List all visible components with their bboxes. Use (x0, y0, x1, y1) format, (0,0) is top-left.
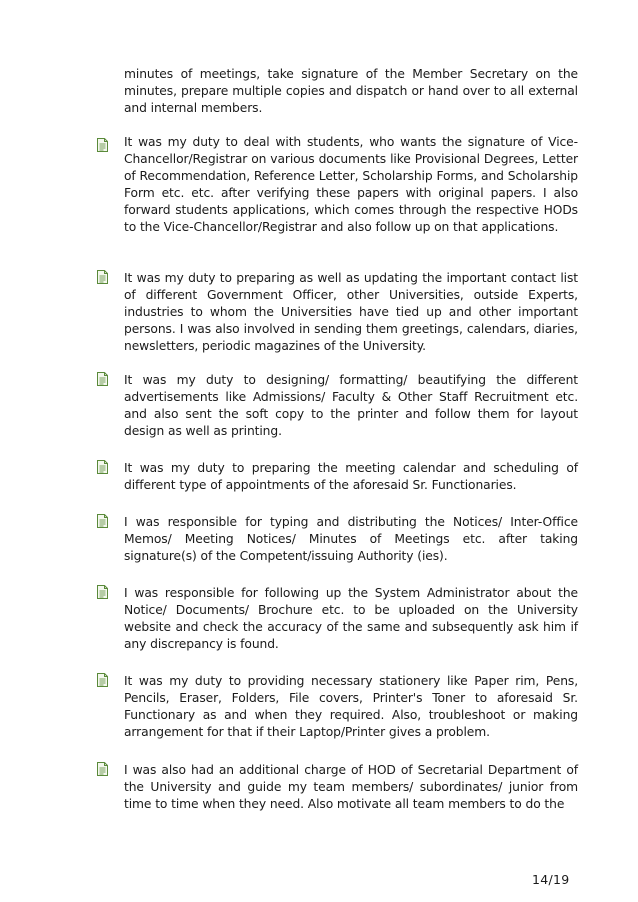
list-item: It was my duty to designing/ formatting/ beautifying the different advertisements like Admissions/ Faculty & Other Staff Recruitment etc. and also sent the soft copy to the printer and follow them for layout design as well as printing. (124, 373, 578, 438)
list-item: It was my duty to preparing the meeting calendar and scheduling of different type of appointments of the aforesaid Sr. Functionaries. (124, 461, 578, 492)
document-icon (97, 762, 108, 776)
page-number: 14/19 (532, 872, 570, 887)
continuation-paragraph: minutes of meetings, take signature of the Member Secretary on the minutes, prepare multiple copies and dispatch or hand over to all external and internal members. (124, 67, 578, 115)
list-item: I was also had an additional charge of HOD of Secretarial Department of the University and guide my team members/ subordinates/ junior from time to time when they need. Also motivate all team members to do the (124, 763, 578, 811)
document-icon (97, 673, 108, 687)
document-icon (97, 514, 108, 528)
document-icon (97, 138, 108, 152)
document-icon (97, 585, 108, 599)
list-item: I was responsible for following up the System Administrator about the Notice/ Documents/ Brochure etc. to be uploaded on the University website and check the accuracy of the same and subsequently ask him if any discrepancy is found. (124, 586, 578, 651)
list-item: It was my duty to preparing as well as updating the important contact list of different Government Officer, other Universities, outside Experts, industries to whom the Universities have tied up and other important persons. I was also involved in sending them greetings, calendars, diaries, newsletters, periodic magazines of the University. (124, 271, 578, 353)
document-icon (97, 460, 108, 474)
list-item: It was my duty to providing necessary stationery like Paper rim, Pens, Pencils, Eraser, Folders, File covers, Printer's Toner to aforesaid Sr. Functionary as and when they required. Also, troubleshoot or making arrangement for that if their Laptop/Printer gives a problem. (124, 674, 578, 739)
document-icon (97, 270, 108, 284)
document-icon (97, 372, 108, 386)
list-item: I was responsible for typing and distributing the Notices/ Inter-Office Memos/ Meeting Notices/ Minutes of Meetings etc. after taking signature(s) of the Competent/issuing Authority (ies). (124, 515, 578, 563)
list-item: It was my duty to deal with students, who wants the signature of Vice-Chancellor/Registrar on various documents like Provisional Degrees, Letter of Recommendation, Reference Letter, Scholarship Forms, and Scholarship Form etc. etc. after verifying these papers with original papers. I also forward students applications, which comes through the respective HODs to the Vice-Chancellor/Registrar and also follow up on that applications. (124, 135, 578, 234)
